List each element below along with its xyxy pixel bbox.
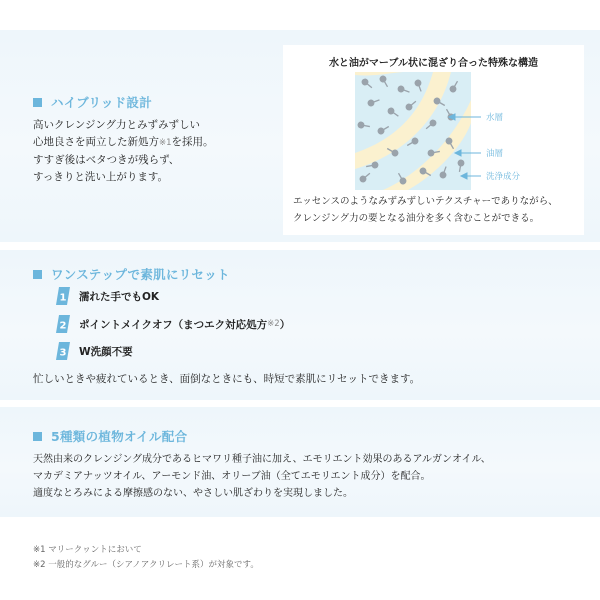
step-2-suffix: ） [279, 318, 291, 331]
oils-line-2: マカデミアナッツオイル、アーモンド油、オリーブ油（全てエモリエント成分）を配合。 [33, 471, 431, 482]
oils-line-3: 適度なとろみによる摩擦感のない、やさしい肌ざわりを実現しました。 [33, 488, 353, 499]
hybrid-line-2-text: 心地良さを両立した新処方 [33, 136, 159, 148]
step-3-number: 3 [59, 347, 67, 359]
oils-description [33, 451, 491, 502]
oils-section-title [33, 427, 187, 445]
oils-line-1: 天然由来のクレンジング成分であるヒマワリ種子油に加え、エモリエント効果のあるアルガンオイル、 [33, 454, 491, 465]
footnote-1: ※1 マリークヮントにおいて [33, 545, 142, 555]
structure-diagram-card [283, 45, 584, 235]
step-2-note: ※2 [267, 319, 280, 329]
step-3 [56, 342, 133, 360]
hybrid-note-1: ※1 [159, 138, 172, 148]
top-band [0, 0, 600, 30]
onestep-section-title [33, 265, 230, 283]
diagram-caption-line-2: クレンジング力の要となる油分を多く含むことができる。 [293, 213, 540, 224]
onestep-summary: 忙しいときや疲れているとき、面倒なときにも、時短で素肌にリセットできます。 [33, 373, 421, 385]
number-badge-icon [56, 342, 70, 360]
onestep-title: ワンステップで素肌にリセット [51, 267, 230, 282]
hybrid-title: ハイブリッド設計 [51, 95, 153, 110]
hybrid-description [33, 117, 214, 186]
hybrid-line-4: すっきりと洗い上がります。 [33, 171, 169, 183]
step-2-label: ポイントメイクオフ（まつエク対応処方 [79, 318, 268, 331]
hybrid-line-2 [33, 134, 214, 152]
footnote-2: ※2 一般的なグルー（シアノアクリレート系）が対象です。 [33, 560, 259, 570]
step-3-label: W洗顔不要 [79, 345, 133, 358]
step-2 [56, 315, 290, 333]
square-bullet-icon [33, 432, 42, 441]
diagram-caption-line-1: エッセンスのようなみずみずしいテクスチャーでありながら、 [293, 196, 558, 207]
step-2-number: 2 [59, 320, 67, 332]
diagram-title: 水と油がマーブル状に混ざり合った特殊な構造 [328, 58, 539, 69]
marble-structure-diagram [283, 45, 584, 195]
oils-title: 5種類の植物オイル配合 [51, 429, 188, 444]
hybrid-line-3: すすぎ後はベタつきが残らず、 [33, 154, 180, 166]
square-bullet-icon [33, 98, 42, 107]
step-1-label: 濡れた手でもOK [79, 290, 160, 303]
oil-layer-label: 油層 [486, 149, 504, 159]
number-badge-icon [56, 287, 70, 305]
square-bullet-icon [33, 270, 42, 279]
hybrid-section-title [33, 93, 152, 111]
step-1 [56, 287, 159, 305]
hybrid-line-2-suffix: を採用。 [171, 136, 214, 148]
hybrid-line-1: 高いクレンジング力とみずみずしい [33, 119, 201, 131]
water-layer-label: 水層 [486, 113, 504, 123]
step-1-number: 1 [59, 292, 67, 304]
number-badge-icon [56, 315, 70, 333]
diagram-caption [293, 193, 578, 227]
cleansing-label: 洗浄成分 [486, 172, 521, 182]
